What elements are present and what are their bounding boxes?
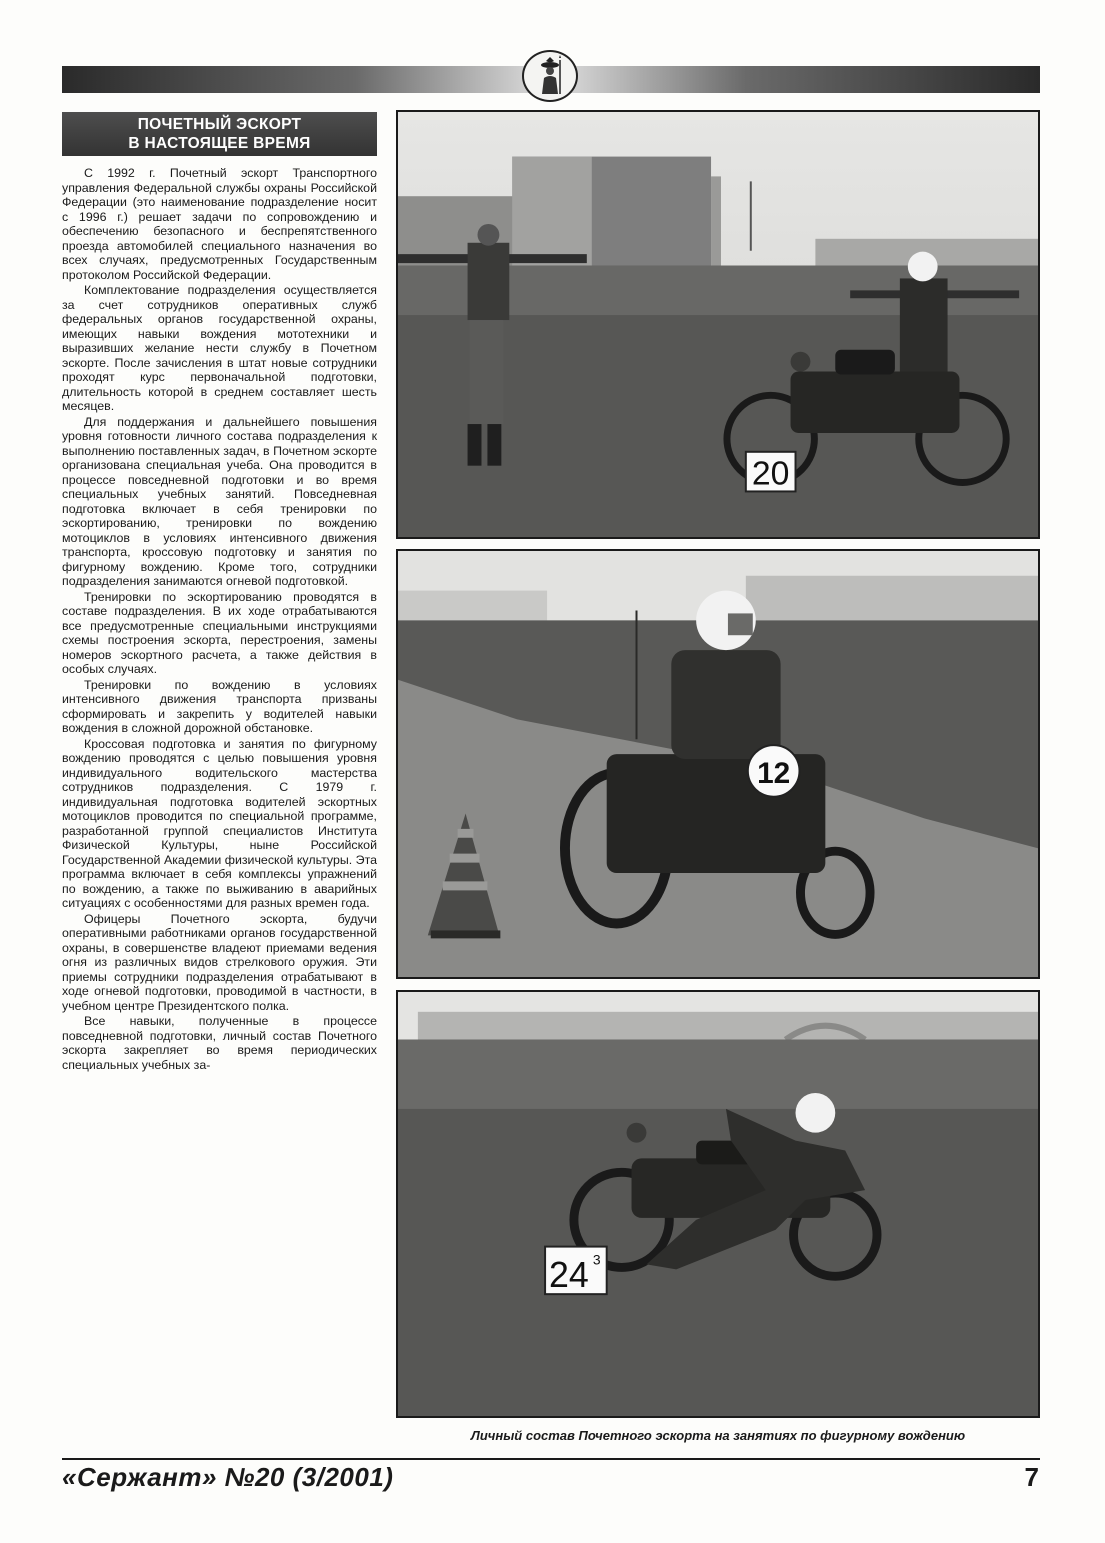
article-paragraph: Все навыки, полученные в процессе повседневной подготовки, личный состав Почетного эскорта закрепляет во время периодических специальных учебных за-: [62, 1014, 377, 1072]
article-paragraph: Комплектование подразделения осуществляется за счет сотрудников оперативных служб федеральных органов государственной охраны, имеющих навыки вождения мототехники и выразивших желание нести службу в Почетном эскорте. После зачисления в штат новые сотрудники проходят курс первоначальной подготовки, длительность которой в среднем составляет шесть месяцев.: [62, 283, 377, 413]
guard-emblem-icon: [522, 50, 578, 102]
plate-24-label: 24: [549, 1255, 589, 1296]
footer-divider: [62, 1458, 1040, 1460]
section-title-line2: В НАСТОЯЩЕЕ ВРЕМЯ: [128, 135, 311, 152]
article-body: [62, 166, 377, 1452]
article-paragraph: Для поддержания и дальнейшего повышения уровня готовности личного состава подразделения к выполнению поставленных задач, в Почетном эскорте организована специальная учеба. Она проводится в процессе повседневной подготовки и во время специальных учебных занятий. Повседневная подготовка включает в себя тренировки по эскортированию, тренировки по вождению мотоциклов в условиях интенсивного движения транспорта, кроссовую подготовку и занятия по фигурному вождению. Кроме того, сотрудники подразделения занимаются огневой подготовкой.: [62, 414, 377, 588]
magazine-issue-title: «Сержант» №20 (3/2001): [62, 1462, 394, 1492]
plate-24-superscript: 3: [592, 1251, 601, 1268]
article-paragraph: Тренировки по эскортированию проводятся в составе подразделения. В их ходе отрабатываются все предусмотренные специальными инструкциями схемы построения эскорта, перестроения, замены номеров эскортного расчета, а также действия в особых случаях.: [62, 589, 377, 676]
article-paragraph: Тренировки по вождению в условиях интенсивного движения транспорта призваны сформировать и закрепить у водителей навыки вождения в сложной дорожной обстановке.: [62, 677, 377, 735]
section-title-line1: ПОЧЕТНЫЙ ЭСКОРТ: [137, 116, 302, 133]
page-number: 7: [1024, 1462, 1039, 1492]
photo-signal-training: [396, 110, 1040, 539]
article-paragraph: Кроссовая подготовка и занятия по фигурному вождению проводятся с целью повышения уровня индивидуального водительского мастерства сотрудников подразделения. С 1979 г. индивидуальная подготовка водителей эскортных мотоциклов проводится по специальной программе, разработанной группой специалистов Института Физической Культуры, ныне Российской Государственной Академии физической культуры. Эта программа включает в себя комплексы упражнений по вождению, а также по выживанию в аварийных ситуациях с особенностями для разных времен года.: [62, 736, 377, 910]
photo-hang-off-training: [396, 990, 1040, 1418]
photo-cornering-training: [396, 549, 1040, 979]
article-paragraph: Офицеры Почетного эскорта, будучи оперативными работниками органов государственной охраны, в совершенстве владеют приемами ведения огня из различных видов стрелкового оружия. Эти приемы сотрудники подразделения отрабатывают в ходе огневой подготовки, проводимой в частности, в учебном центре Президентского полка.: [62, 911, 377, 1013]
article-paragraph: С 1992 г. Почетный эскорт Транспортного управления Федеральной службы охраны Российской Федерации (это наименование подразделение носит с 1996 г.) решает задачи по сопровождению и обеспечению безопасного и беспрепятственного проезда автомобилей специального назначения во всех случаях, предусмотренных Государственным протоколом Российской Федерации.: [62, 166, 377, 282]
plate-20-label: 20: [751, 454, 790, 493]
plate-12-label: 12: [757, 756, 791, 790]
photo-caption: Личный состав Почетного эскорта на занятиях по фигурному вождению: [470, 1428, 966, 1443]
section-title: [62, 112, 377, 156]
